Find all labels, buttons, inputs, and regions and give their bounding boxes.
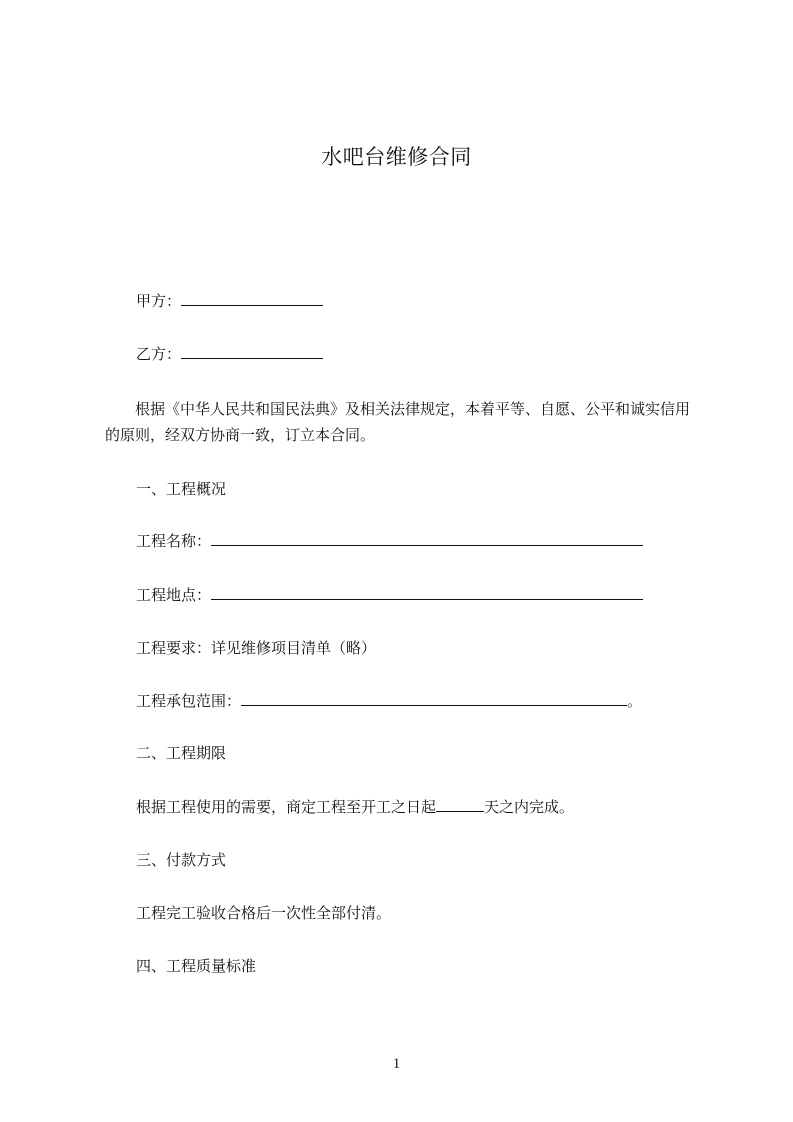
intro-paragraph: 根据《中华人民共和国民法典》及相关法律规定，本着平等、自愿、公平和诚实信用的原则，经双方协商一致，订立本合同。	[105, 400, 691, 444]
project-scope-label: 工程承包范围：	[136, 692, 242, 710]
page-number: 1	[392, 1056, 401, 1072]
section1-heading: 一、工程概况	[136, 480, 227, 498]
project-name-line	[136, 530, 643, 552]
party-a-blank	[181, 290, 323, 306]
document-title: 水吧台维修合同	[321, 145, 472, 169]
project-location-line	[136, 584, 643, 606]
project-name-label: 工程名称：	[136, 532, 212, 550]
duration-prefix: 根据工程使用的需要，商定工程至开工之日起	[136, 798, 437, 816]
duration-days-blank	[436, 796, 484, 812]
party-a-line	[136, 290, 323, 312]
project-scope-blank	[241, 690, 627, 706]
duration-line	[136, 796, 574, 818]
project-location-label: 工程地点：	[136, 586, 212, 604]
party-a-label: 甲方：	[136, 292, 182, 310]
party-b-blank	[181, 343, 323, 359]
project-requirement-line: 工程要求：详见维修项目清单（略）	[136, 639, 377, 657]
duration-suffix: 天之内完成。	[484, 798, 575, 816]
section3-heading: 三、付款方式	[136, 851, 227, 869]
section2-heading: 二、工程期限	[136, 744, 227, 762]
project-location-blank	[211, 584, 643, 600]
project-scope-line	[136, 690, 642, 712]
project-name-blank	[211, 530, 643, 546]
party-b-label: 乙方：	[136, 345, 182, 363]
section4-heading: 四、工程质量标准	[136, 957, 257, 975]
project-scope-suffix: 。	[627, 692, 643, 710]
payment-line: 工程完工验收合格后一次性全部付清。	[136, 904, 392, 922]
party-b-line	[136, 343, 323, 365]
